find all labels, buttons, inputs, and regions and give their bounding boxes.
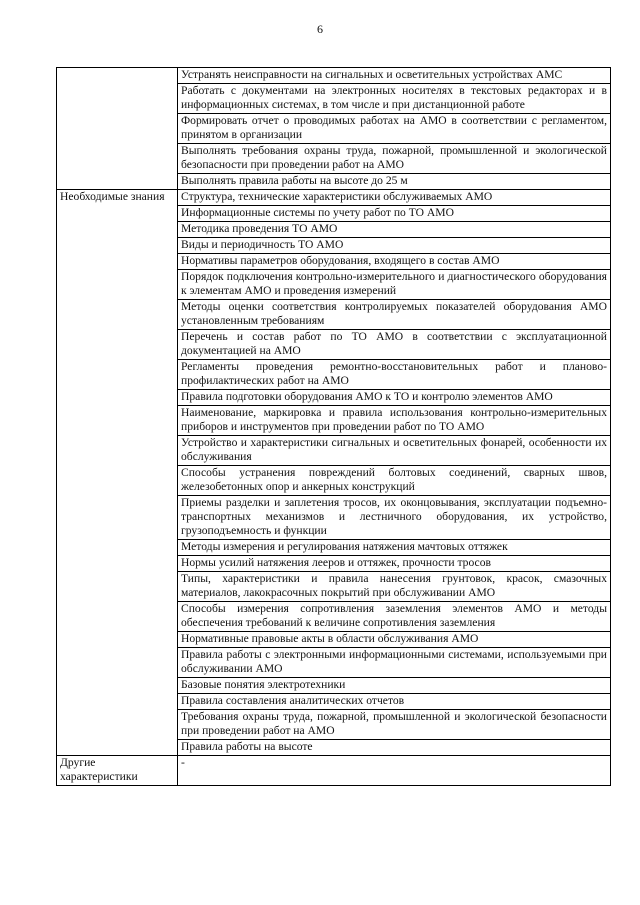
section-item: Способы устранения повреждений болтовых соединений, сварных швов, железобетонных опор и анкерных конструкций [178, 466, 611, 496]
section-item: Выполнять требования охраны труда, пожарной, промышленной и экологической безопасности при проведении работ на АМО [178, 144, 611, 174]
page-number: 6 [317, 22, 323, 36]
table-row [57, 756, 611, 786]
section-item: Правила составления аналитических отчетов [178, 694, 611, 710]
section-item: Работать с документами на электронных носителях в текстовых редакторах и в информационных системах, в том числе и при дистанционной работе [178, 84, 611, 114]
requirements-table-body [57, 68, 611, 786]
section-item: Регламенты проведения ремонтно-восстановительных работ и планово-профилактических работ на АМО [178, 360, 611, 390]
section-item: Нормативные правовые акты в области обслуживания АМО [178, 632, 611, 648]
section-item: Устранять неисправности на сигнальных и осветительных устройствах АМС [178, 68, 611, 84]
section-item: Формировать отчет о проводимых работах на АМО в соответствии с регламентом, принятом в организации [178, 114, 611, 144]
section-item: Структура, технические характеристики обслуживаемых АМО [178, 190, 611, 206]
section-item: Требования охраны труда, пожарной, промышленной и экологической безопасности при проведении работ на АМО [178, 710, 611, 740]
section-item: Перечень и состав работ по ТО АМО в соответствии с эксплуатационной документацией на АМО [178, 330, 611, 360]
section-item: Информационные системы по учету работ по ТО АМО [178, 206, 611, 222]
requirements-table [56, 67, 611, 786]
section-item: Правила работы на высоте [178, 740, 611, 756]
section-item: Нормы усилий натяжения лееров и оттяжек, прочности тросов [178, 556, 611, 572]
section-item: Выполнять правила работы на высоте до 25 м [178, 174, 611, 190]
section-item: Методы измерения и регулирования натяжения мачтовых оттяжек [178, 540, 611, 556]
section-item: Правила подготовки оборудования АМО к ТО и контролю элементов АМО [178, 390, 611, 406]
section-item: Способы измерения сопротивления заземления элементов АМО и методы обеспечения требований к величине сопротивления заземления [178, 602, 611, 632]
section-item: Методы оценки соответствия контролируемых показателей оборудования АМО установленным требованиям [178, 300, 611, 330]
section-item: Методика проведения ТО АМО [178, 222, 611, 238]
section-item: Нормативы параметров оборудования, входящего в состав АМО [178, 254, 611, 270]
table-row [57, 68, 611, 84]
table-row [57, 190, 611, 206]
section-label: Необходимые знания [57, 190, 178, 756]
section-label: Другие характеристики [57, 756, 178, 786]
section-item: Типы, характеристики и правила нанесения грунтовок, красок, смазочных материалов, лакокрасочных покрытий при обслуживании АМО [178, 572, 611, 602]
section-item: Приемы разделки и заплетения тросов, их оконцовывания, эксплуатации подъемно-транспортных механизмов и лестничного оборудования, их устройство, грузоподъемность и функции [178, 496, 611, 540]
section-item: - [178, 756, 611, 786]
section-item: Наименование, маркировка и правила использования контрольно-измерительных приборов и инструментов при проведении работ по ТО АМО [178, 406, 611, 436]
section-item: Порядок подключения контрольно-измерительного и диагностического оборудования к элементам АМО и проведения измерений [178, 270, 611, 300]
section-item: Устройство и характеристики сигнальных и осветительных фонарей, особенности их обслуживания [178, 436, 611, 466]
section-label [57, 68, 178, 190]
section-item: Правила работы с электронными информационными системами, используемыми при обслуживании АМО [178, 648, 611, 678]
section-item: Виды и периодичность ТО АМО [178, 238, 611, 254]
section-item: Базовые понятия электротехники [178, 678, 611, 694]
